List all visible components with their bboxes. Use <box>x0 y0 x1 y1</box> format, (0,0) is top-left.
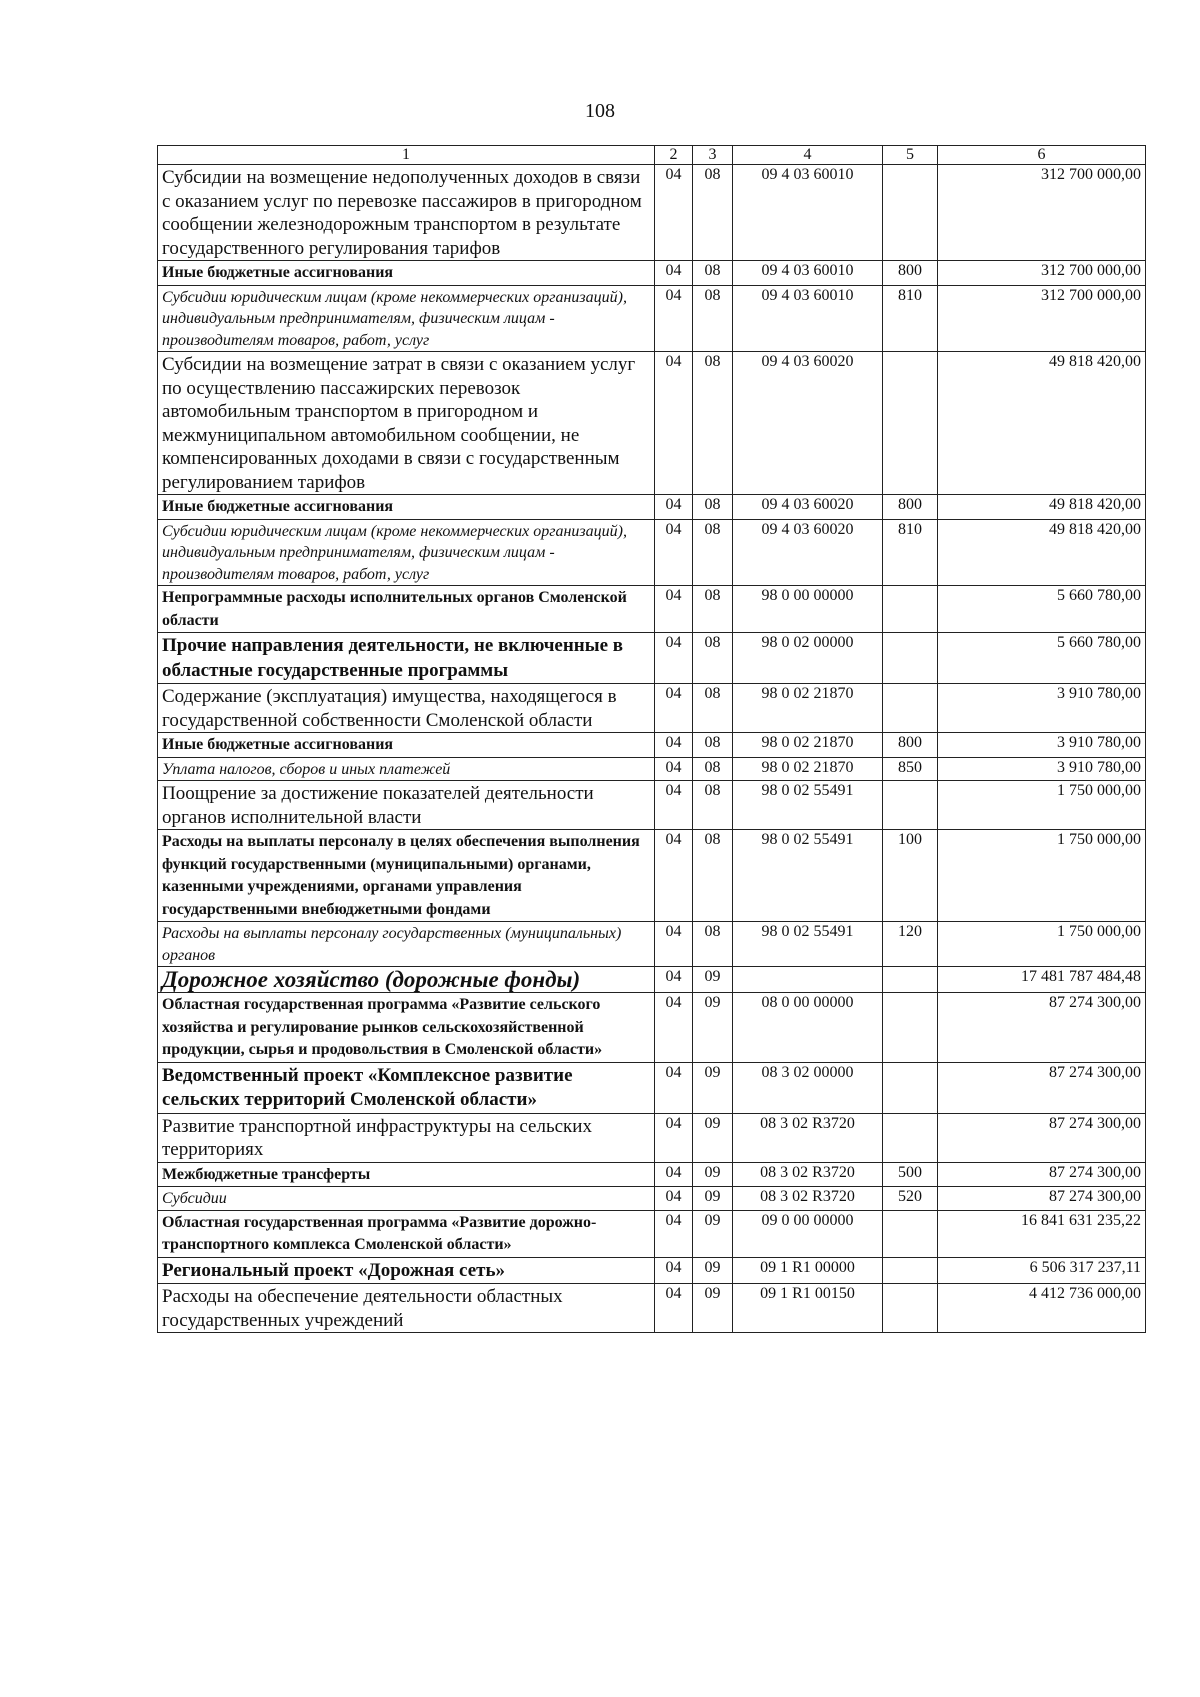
row-target-code: 09 4 03 60010 <box>733 165 883 261</box>
row-expense-type <box>883 586 938 633</box>
page-number: 108 <box>585 100 615 122</box>
row-expense-type: 520 <box>883 1187 938 1211</box>
row-name: Областная государственная программа «Развитие дорожно-транспортного комплекса Смоленской области» <box>158 1210 655 1257</box>
table-row <box>158 1257 1146 1284</box>
row-target-code: 08 3 02 R3720 <box>733 1187 883 1211</box>
row-subsection: 09 <box>693 1187 733 1211</box>
row-amount: 87 274 300,00 <box>938 993 1146 1063</box>
row-subsection: 08 <box>693 781 733 830</box>
row-name: Региональный проект «Дорожная сеть» <box>158 1257 655 1284</box>
row-subsection: 08 <box>693 830 733 922</box>
budget-table <box>157 145 1146 1333</box>
row-target-code: 09 1 R1 00000 <box>733 1257 883 1284</box>
row-subsection: 09 <box>693 1162 733 1187</box>
row-subsection: 08 <box>693 633 733 684</box>
row-section: 04 <box>655 1187 693 1211</box>
table-header-row <box>158 146 1146 165</box>
row-target-code: 08 3 02 R3720 <box>733 1113 883 1162</box>
row-target-code: 98 0 02 21870 <box>733 733 883 758</box>
table-row <box>158 285 1146 352</box>
row-name: Иные бюджетные ассигнования <box>158 261 655 286</box>
row-amount: 5 660 780,00 <box>938 586 1146 633</box>
row-target-code: 09 4 03 60020 <box>733 495 883 520</box>
row-name: Дорожное хозяйство (дорожные фонды) <box>158 967 655 993</box>
row-amount: 87 274 300,00 <box>938 1062 1146 1113</box>
row-name: Субсидии на возмещение затрат в связи с оказанием услуг по осуществлению пассажирских перевозок автомобильным транспортом в пригородном и межмуниципальном автомобильном сообщении, не компенсированных доходами в связи с государственным регулированием тарифов <box>158 352 655 495</box>
row-amount: 1 750 000,00 <box>938 922 1146 967</box>
table-row <box>158 830 1146 922</box>
row-amount: 312 700 000,00 <box>938 285 1146 352</box>
row-amount: 4 412 736 000,00 <box>938 1284 1146 1333</box>
row-name: Расходы на обеспечение деятельности областных государственных учреждений <box>158 1284 655 1333</box>
row-section: 04 <box>655 967 693 993</box>
table-row <box>158 733 1146 758</box>
table-row <box>158 261 1146 286</box>
row-expense-type: 850 <box>883 757 938 781</box>
row-name: Непрограммные расходы исполнительных органов Смоленской области <box>158 586 655 633</box>
row-subsection: 08 <box>693 586 733 633</box>
row-expense-type <box>883 1113 938 1162</box>
header-col-2: 2 <box>655 146 693 165</box>
row-section: 04 <box>655 1062 693 1113</box>
table-row <box>158 781 1146 830</box>
row-target-code: 09 4 03 60010 <box>733 261 883 286</box>
table-row <box>158 519 1146 586</box>
row-name: Расходы на выплаты персоналу государственных (муниципальных) органов <box>158 922 655 967</box>
row-expense-type <box>883 1257 938 1284</box>
row-amount: 3 910 780,00 <box>938 733 1146 758</box>
table-row <box>158 1210 1146 1257</box>
row-section: 04 <box>655 1284 693 1333</box>
row-section: 04 <box>655 261 693 286</box>
header-col-6: 6 <box>938 146 1146 165</box>
header-col-3: 3 <box>693 146 733 165</box>
row-amount: 312 700 000,00 <box>938 165 1146 261</box>
table-row <box>158 1284 1146 1333</box>
row-amount: 3 910 780,00 <box>938 757 1146 781</box>
row-target-code: 98 0 02 55491 <box>733 781 883 830</box>
row-expense-type: 120 <box>883 922 938 967</box>
table-row <box>158 1187 1146 1211</box>
row-expense-type <box>883 993 938 1063</box>
table-row <box>158 586 1146 633</box>
row-subsection: 09 <box>693 1113 733 1162</box>
row-name: Иные бюджетные ассигнования <box>158 733 655 758</box>
table-row <box>158 352 1146 495</box>
row-section: 04 <box>655 781 693 830</box>
row-name: Субсидии на возмещение недополученных доходов в связи с оказанием услуг по перевозке пассажиров в пригородном сообщении железнодорожным транспортом в результате государственного регулирования тарифов <box>158 165 655 261</box>
table-row <box>158 757 1146 781</box>
row-name: Прочие направления деятельности, не включенные в областные государственные программы <box>158 633 655 684</box>
row-subsection: 08 <box>693 261 733 286</box>
row-section: 04 <box>655 757 693 781</box>
row-name: Субсидии юридическим лицам (кроме некоммерческих организаций), индивидуальным предпринимателям, физическим лицам - производителям товаров, работ, услуг <box>158 519 655 586</box>
row-subsection: 08 <box>693 352 733 495</box>
header-col-5: 5 <box>883 146 938 165</box>
table-row <box>158 1113 1146 1162</box>
row-name: Субсидии юридическим лицам (кроме некоммерческих организаций), индивидуальным предпринимателям, физическим лицам - производителям товаров, работ, услуг <box>158 285 655 352</box>
table-row <box>158 633 1146 684</box>
row-amount: 1 750 000,00 <box>938 830 1146 922</box>
header-col-1: 1 <box>158 146 655 165</box>
table-row <box>158 993 1146 1063</box>
table-row <box>158 1162 1146 1187</box>
row-expense-type: 800 <box>883 733 938 758</box>
row-section: 04 <box>655 922 693 967</box>
row-name: Развитие транспортной инфраструктуры на сельских территориях <box>158 1113 655 1162</box>
row-amount: 49 818 420,00 <box>938 495 1146 520</box>
row-subsection: 09 <box>693 1062 733 1113</box>
row-expense-type: 100 <box>883 830 938 922</box>
row-target-code: 98 0 02 21870 <box>733 684 883 733</box>
row-amount: 49 818 420,00 <box>938 352 1146 495</box>
row-subsection: 08 <box>693 757 733 781</box>
table-body <box>158 165 1146 1333</box>
row-subsection: 08 <box>693 519 733 586</box>
row-target-code: 98 0 02 21870 <box>733 757 883 781</box>
row-expense-type: 810 <box>883 285 938 352</box>
header-col-4: 4 <box>733 146 883 165</box>
row-amount: 312 700 000,00 <box>938 261 1146 286</box>
table-row <box>158 165 1146 261</box>
row-target-code: 08 3 02 R3720 <box>733 1162 883 1187</box>
row-amount: 87 274 300,00 <box>938 1162 1146 1187</box>
row-section: 04 <box>655 495 693 520</box>
row-section: 04 <box>655 165 693 261</box>
row-expense-type <box>883 967 938 993</box>
row-expense-type <box>883 352 938 495</box>
row-subsection: 09 <box>693 1210 733 1257</box>
row-name: Иные бюджетные ассигнования <box>158 495 655 520</box>
row-name: Уплата налогов, сборов и иных платежей <box>158 757 655 781</box>
row-target-code: 09 4 03 60010 <box>733 285 883 352</box>
row-section: 04 <box>655 633 693 684</box>
row-subsection: 08 <box>693 922 733 967</box>
row-expense-type <box>883 633 938 684</box>
row-amount: 6 506 317 237,11 <box>938 1257 1146 1284</box>
row-expense-type <box>883 1210 938 1257</box>
row-name: Субсидии <box>158 1187 655 1211</box>
row-target-code: 09 0 00 00000 <box>733 1210 883 1257</box>
row-subsection: 09 <box>693 993 733 1063</box>
row-amount: 17 481 787 484,48 <box>938 967 1146 993</box>
row-subsection: 08 <box>693 165 733 261</box>
row-expense-type <box>883 165 938 261</box>
row-target-code: 09 1 R1 00150 <box>733 1284 883 1333</box>
row-target-code: 98 0 00 00000 <box>733 586 883 633</box>
row-section: 04 <box>655 733 693 758</box>
row-expense-type: 500 <box>883 1162 938 1187</box>
row-section: 04 <box>655 1113 693 1162</box>
row-expense-type: 800 <box>883 261 938 286</box>
row-amount: 49 818 420,00 <box>938 519 1146 586</box>
row-amount: 87 274 300,00 <box>938 1187 1146 1211</box>
row-target-code <box>733 967 883 993</box>
table-row <box>158 967 1146 993</box>
row-section: 04 <box>655 993 693 1063</box>
row-subsection: 08 <box>693 684 733 733</box>
row-expense-type <box>883 1284 938 1333</box>
table-row <box>158 922 1146 967</box>
row-name: Областная государственная программа «Развитие сельского хозяйства и регулирование рынков сельскохозяйственной продукции, сырья и продовольствия в Смоленской области» <box>158 993 655 1063</box>
row-expense-type: 800 <box>883 495 938 520</box>
row-target-code: 98 0 02 55491 <box>733 830 883 922</box>
row-target-code: 08 0 00 00000 <box>733 993 883 1063</box>
row-name: Межбюджетные трансферты <box>158 1162 655 1187</box>
row-name: Ведомственный проект «Комплексное развитие сельских территорий Смоленской области» <box>158 1062 655 1113</box>
table-row <box>158 1062 1146 1113</box>
row-name: Поощрение за достижение показателей деятельности органов исполнительной власти <box>158 781 655 830</box>
row-expense-type <box>883 684 938 733</box>
row-subsection: 09 <box>693 967 733 993</box>
row-target-code: 08 3 02 00000 <box>733 1062 883 1113</box>
row-target-code: 98 0 02 00000 <box>733 633 883 684</box>
row-section: 04 <box>655 684 693 733</box>
row-expense-type <box>883 1062 938 1113</box>
row-amount: 87 274 300,00 <box>938 1113 1146 1162</box>
row-section: 04 <box>655 285 693 352</box>
row-section: 04 <box>655 1162 693 1187</box>
row-amount: 5 660 780,00 <box>938 633 1146 684</box>
table-row <box>158 495 1146 520</box>
row-section: 04 <box>655 352 693 495</box>
row-section: 04 <box>655 830 693 922</box>
row-target-code: 98 0 02 55491 <box>733 922 883 967</box>
row-subsection: 08 <box>693 285 733 352</box>
row-subsection: 08 <box>693 733 733 758</box>
table-row <box>158 684 1146 733</box>
row-name: Расходы на выплаты персоналу в целях обеспечения выполнения функций государственными (муниципальными) органами, казенными учреждениями, органами управления государственными внебюджетными фондами <box>158 830 655 922</box>
row-subsection: 08 <box>693 495 733 520</box>
row-target-code: 09 4 03 60020 <box>733 352 883 495</box>
row-section: 04 <box>655 519 693 586</box>
row-target-code: 09 4 03 60020 <box>733 519 883 586</box>
row-expense-type: 810 <box>883 519 938 586</box>
row-expense-type <box>883 781 938 830</box>
row-amount: 3 910 780,00 <box>938 684 1146 733</box>
row-section: 04 <box>655 586 693 633</box>
row-subsection: 09 <box>693 1257 733 1284</box>
row-section: 04 <box>655 1257 693 1284</box>
row-name: Содержание (эксплуатация) имущества, находящегося в государственной собственности Смоленской области <box>158 684 655 733</box>
row-section: 04 <box>655 1210 693 1257</box>
row-subsection: 09 <box>693 1284 733 1333</box>
row-amount: 1 750 000,00 <box>938 781 1146 830</box>
row-amount: 16 841 631 235,22 <box>938 1210 1146 1257</box>
